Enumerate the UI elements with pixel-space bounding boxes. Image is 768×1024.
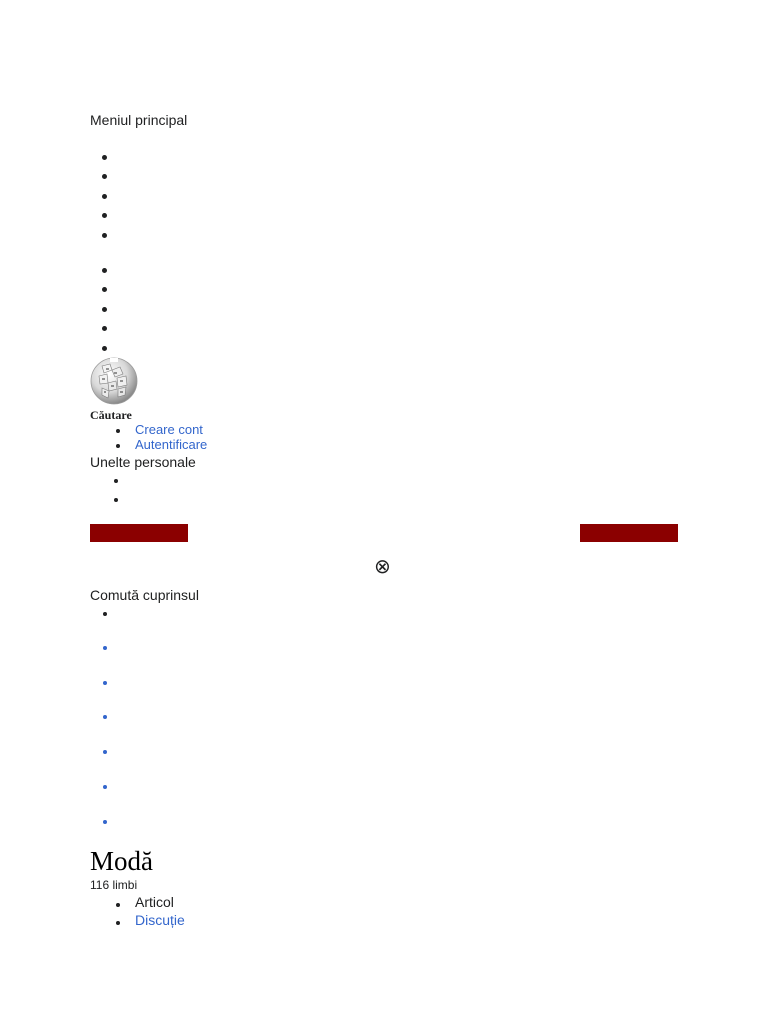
list-item[interactable] bbox=[102, 155, 107, 160]
toc-item[interactable] bbox=[103, 820, 107, 824]
login-link[interactable]: Autentificare bbox=[135, 437, 208, 452]
list-item[interactable] bbox=[102, 213, 107, 218]
list-bullet bbox=[116, 903, 120, 907]
main-menu-title: Meniul principal bbox=[90, 112, 188, 128]
page-title: Modă bbox=[90, 846, 153, 876]
toc-toggle[interactable]: Comută cuprinsul bbox=[90, 587, 199, 603]
list-bullet bbox=[116, 921, 120, 925]
list-bullet bbox=[116, 429, 120, 433]
list-item[interactable] bbox=[102, 174, 107, 179]
wikipedia-globe-icon[interactable] bbox=[90, 356, 140, 406]
list-item[interactable] bbox=[102, 194, 107, 199]
list-item[interactable] bbox=[103, 612, 107, 616]
language-count[interactable]: 116 limbi bbox=[90, 878, 138, 892]
banner-bar-right bbox=[580, 524, 678, 542]
wikipedia-globe-icon bbox=[90, 356, 140, 406]
create-account-link[interactable]: Creare cont bbox=[135, 422, 203, 437]
toc-item[interactable] bbox=[103, 646, 107, 650]
list-item[interactable] bbox=[114, 479, 118, 483]
list-item[interactable] bbox=[102, 233, 107, 238]
toc-item[interactable] bbox=[103, 681, 107, 685]
tab-talk[interactable]: Discuție bbox=[135, 912, 185, 928]
list-item[interactable] bbox=[102, 268, 107, 273]
toc-item[interactable] bbox=[103, 715, 107, 719]
search-label[interactable]: Căutare bbox=[90, 408, 132, 422]
list-item[interactable] bbox=[102, 307, 107, 312]
list-item[interactable] bbox=[102, 287, 107, 292]
close-icon[interactable]: ⊗ bbox=[374, 554, 391, 578]
tab-article[interactable]: Articol bbox=[135, 894, 174, 910]
list-item[interactable] bbox=[102, 326, 107, 331]
toc-item[interactable] bbox=[103, 785, 107, 789]
list-bullet bbox=[116, 444, 120, 448]
list-item[interactable] bbox=[114, 498, 118, 502]
list-item[interactable] bbox=[102, 346, 107, 351]
banner-bar-left bbox=[90, 524, 188, 542]
toc-item[interactable] bbox=[103, 750, 107, 754]
personal-tools-title: Unelte personale bbox=[90, 454, 196, 470]
